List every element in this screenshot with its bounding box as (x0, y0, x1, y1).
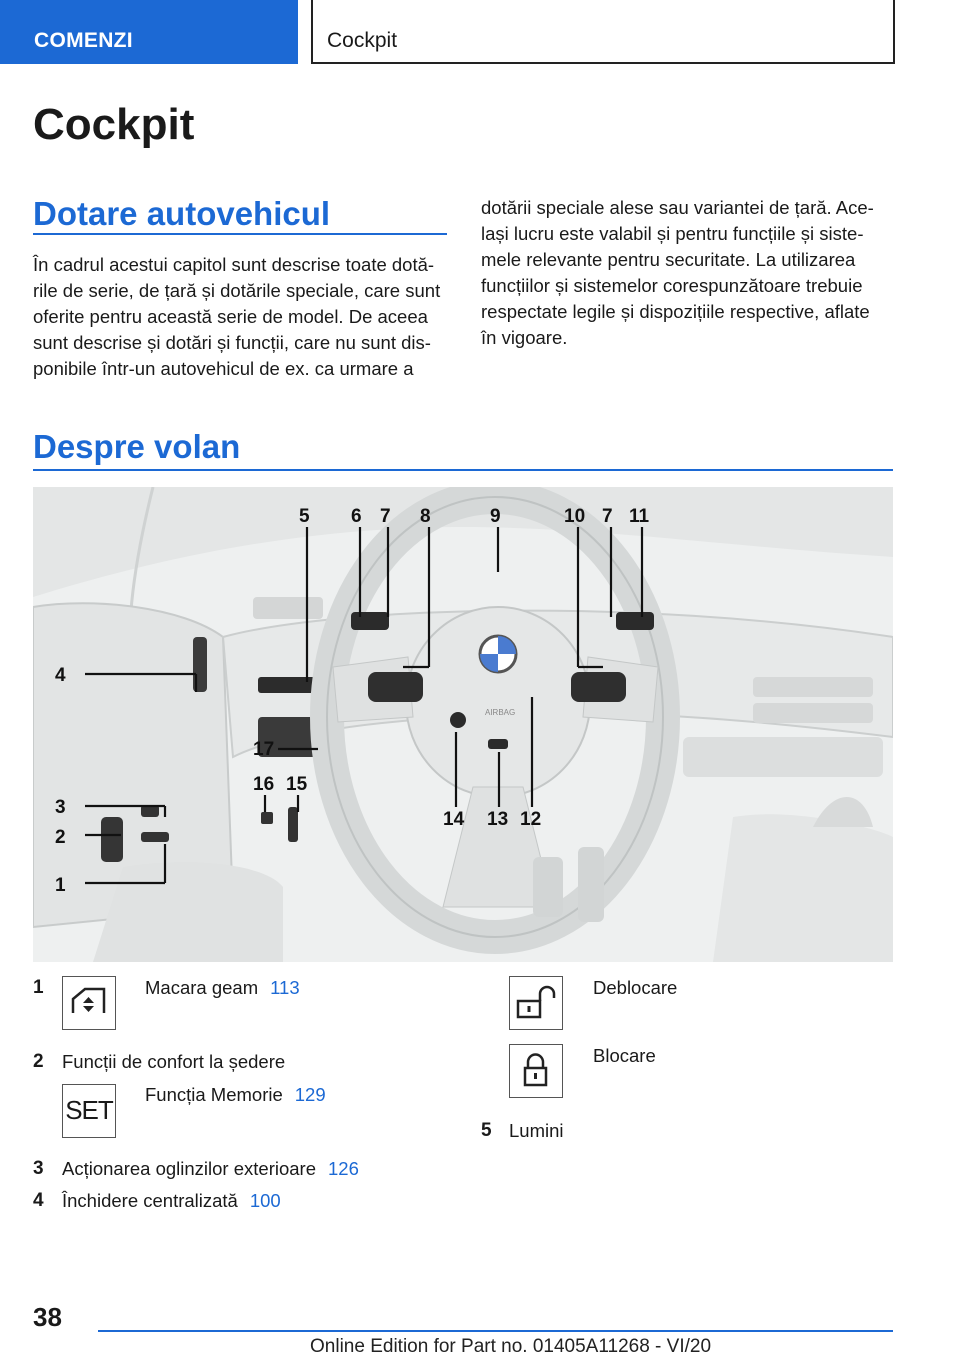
text-line: rile de serie, de țară și dotările speciale, care sunt (33, 280, 441, 301)
item-sublabel (145, 1084, 326, 1106)
set-icon-text: SET (65, 1095, 113, 1125)
item-number: 4 (33, 1190, 44, 1211)
item-number: 3 (33, 1158, 44, 1179)
callout-4: 4 (55, 665, 66, 686)
cockpit-illustration (33, 487, 893, 962)
text-line: lași lucru este valabil și pentru funcțiile și siste- (481, 223, 864, 244)
header-tab-bar (0, 0, 960, 66)
section-tab[interactable]: COMENZI (0, 0, 298, 64)
callout-17: 17 (253, 739, 275, 760)
section-heading-volan: Despre volan (33, 428, 241, 465)
callout-13: 13 (487, 809, 509, 830)
callout-14: 14 (443, 809, 465, 830)
item-label (62, 1158, 359, 1180)
page-link[interactable]: 126 (328, 1158, 359, 1179)
item-label: Funcții de confort la ședere (62, 1051, 286, 1072)
text-line: sunt descrise și dotări și funcții, care nu sunt dis- (33, 332, 431, 353)
item-label (145, 977, 300, 999)
text-line: ponibile într-un autovehicul de ex. ca urmare a (33, 358, 414, 379)
text-line: oferite pentru această serie de model. De aceea (33, 306, 428, 327)
intro-text-right (481, 195, 874, 351)
unlock-icon (509, 976, 563, 1030)
item-number: 1 (33, 977, 44, 998)
callout-6: 6 (351, 506, 362, 527)
text-line: mele relevante pentru securitate. La utilizarea (481, 249, 856, 270)
callout-15: 15 (286, 774, 308, 795)
callout-16: 16 (253, 774, 275, 795)
set-button-icon (62, 1084, 116, 1138)
chapter-tab[interactable]: Cockpit (311, 0, 895, 64)
lock-icon (509, 1044, 563, 1098)
page-number: 38 (33, 1302, 62, 1332)
item-text: Închidere centralizată (62, 1190, 238, 1211)
item-label: Lumini (509, 1120, 564, 1141)
unlock-label: Deblocare (593, 977, 678, 998)
text-line: dotării speciale alese sau variantei de țară. Ace- (481, 197, 874, 218)
callout-7: 7 (380, 506, 391, 527)
callout-12: 12 (520, 809, 542, 830)
page-link[interactable]: 113 (270, 977, 300, 998)
text-line: respectate legile și dispozițiile respective, aflate (481, 301, 870, 322)
page-link[interactable]: 100 (249, 1190, 281, 1211)
callout-1: 1 (55, 875, 66, 896)
window-lift-icon (62, 976, 116, 1030)
footer-edition: Online Edition for Part no. 01405A11268 - VI/20 (310, 1336, 712, 1357)
item-number: 2 (33, 1051, 44, 1072)
callout-10: 10 (564, 506, 586, 527)
section-rule (33, 233, 447, 235)
item-text: Macara geam (145, 977, 259, 998)
item-label (62, 1190, 281, 1212)
callout-9: 9 (490, 506, 501, 527)
page-link[interactable]: 129 (294, 1084, 326, 1105)
callout-11: 11 (629, 506, 650, 527)
text-line: În cadrul acestui capitol sunt descrise toate dotă- (33, 254, 435, 275)
intro-text-left (33, 252, 440, 382)
text-line: în vigoare. (481, 327, 568, 348)
airbag-label: AIRBAG (485, 708, 516, 717)
section-rule (33, 469, 893, 471)
cockpit-drawing (33, 487, 893, 962)
callout-3: 3 (55, 797, 66, 818)
page-title: Cockpit (33, 100, 195, 149)
footer-rule (98, 1330, 893, 1332)
callout-5: 5 (299, 506, 310, 527)
text-line: funcțiilor și sistemelor corespunzătoare trebuie (481, 275, 863, 296)
callout-7b: 7 (602, 506, 613, 527)
item-text: Funcția Memorie (145, 1084, 283, 1105)
item-text: Acționarea oglinzilor exterioare (62, 1158, 316, 1179)
callout-8: 8 (420, 506, 431, 527)
callout-2: 2 (55, 827, 66, 848)
item-number: 5 (481, 1120, 492, 1141)
section-heading-dotare: Dotare autovehicul (33, 195, 331, 232)
lock-label: Blocare (593, 1045, 656, 1066)
